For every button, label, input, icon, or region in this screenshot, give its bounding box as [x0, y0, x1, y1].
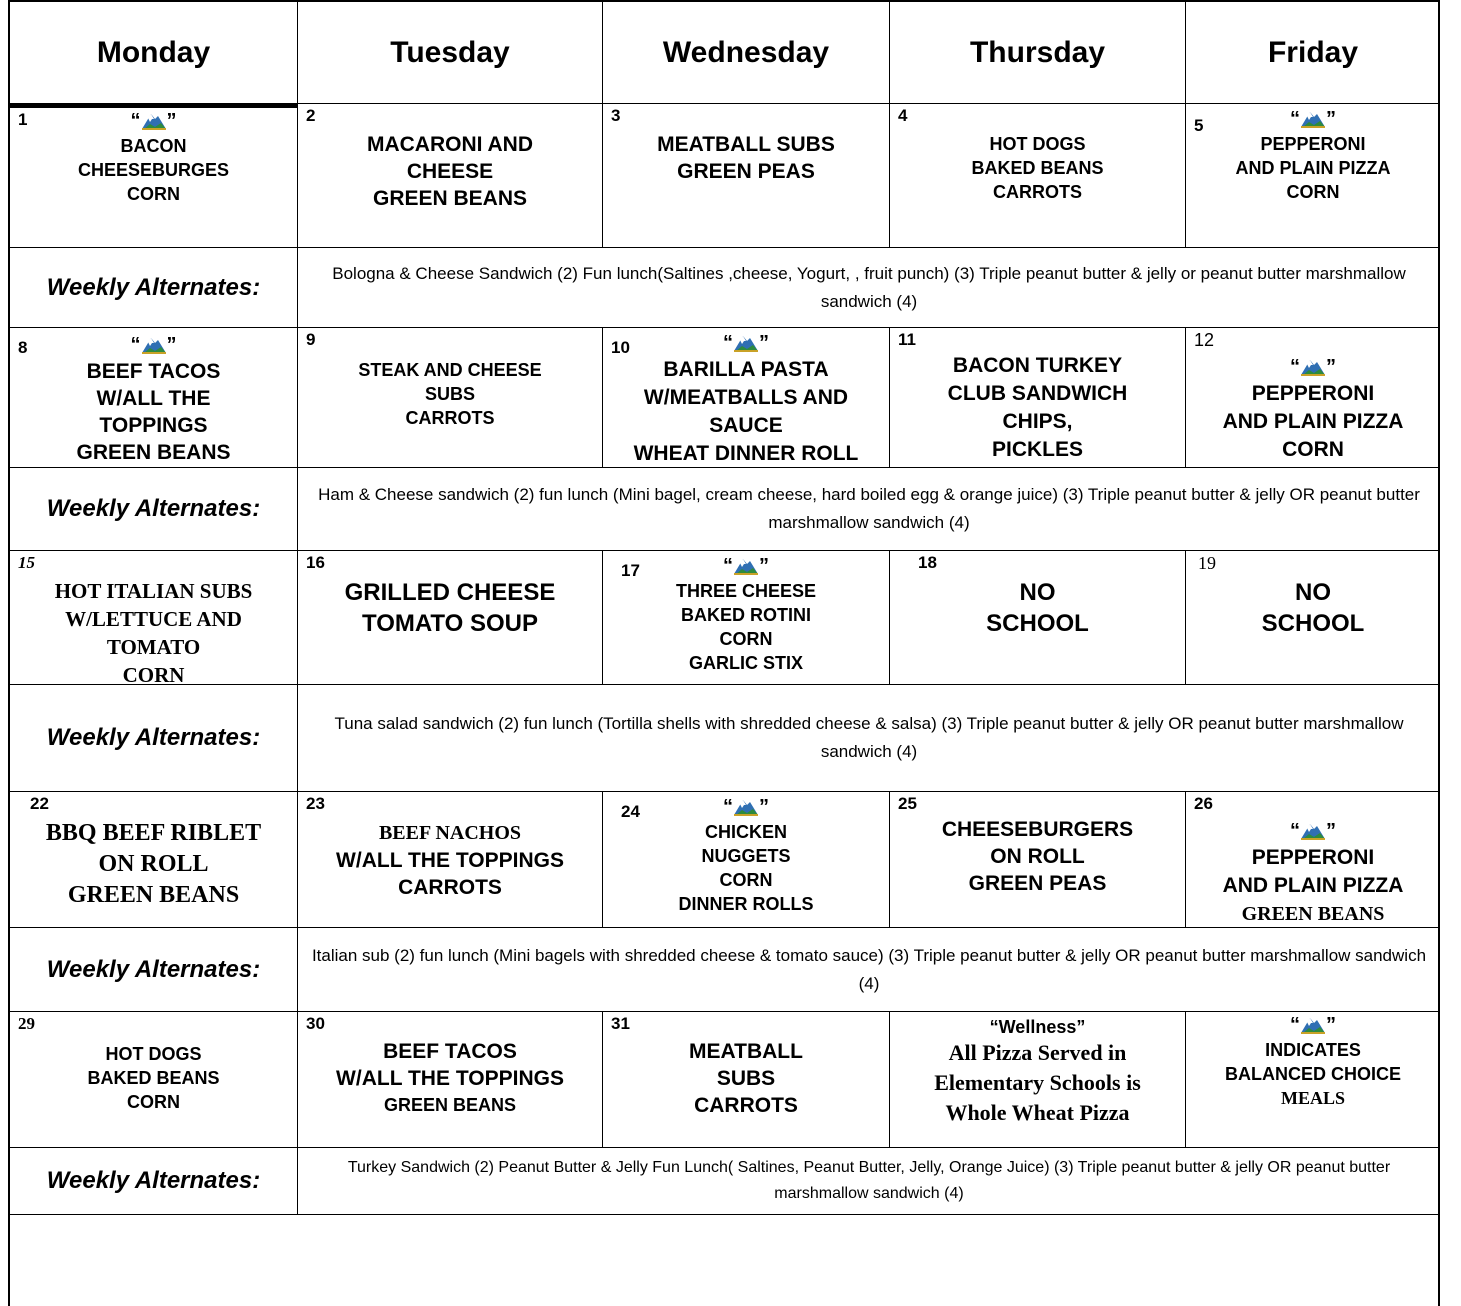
balanced-choice-marker: “ ” — [723, 796, 769, 818]
menu-line: CHICKEN — [704, 822, 787, 842]
menu-line: BACON — [120, 136, 187, 156]
day-number: 3 — [611, 106, 621, 125]
day-number: 29 — [18, 1014, 35, 1033]
menu-line: PICKLES — [991, 438, 1083, 461]
day-number: 11 — [898, 330, 916, 349]
day-cell — [890, 1012, 1186, 1148]
day-cell — [298, 792, 603, 928]
day-number: 2 — [306, 106, 316, 125]
menu-line: SCHOOL — [986, 610, 1089, 637]
menu-line: CHEESEBURGERS — [941, 818, 1134, 841]
menu-line: BARILLA PASTA — [663, 358, 829, 381]
balanced-choice-logo-icon — [733, 555, 759, 577]
day-number: 4 — [898, 106, 908, 125]
menu-line: SCHOOL — [1261, 610, 1365, 637]
menu-line: DINNER ROLLS — [678, 894, 814, 914]
menu-line: SUBS — [424, 384, 475, 404]
weekly-alternates-label: Weekly Alternates: — [10, 928, 298, 1012]
menu-line: GREEN BEANS — [1241, 903, 1385, 925]
day-cell — [1186, 1012, 1440, 1148]
day-number: 15 — [18, 553, 35, 572]
day-cell — [298, 551, 603, 685]
menu-line: W/ALL THE TOPPINGS — [336, 849, 564, 872]
menu-line: GARLIC STIX — [688, 653, 803, 673]
balanced-choice-logo-icon — [1300, 108, 1326, 130]
weekly-alternates-text: Ham & Cheese sandwich (2) fun lunch (Mini bagel, cream cheese, hard boiled egg & orange juice) (3) Triple peanut butter & jelly OR peanut butter marshmallow sandwich (4) — [298, 468, 1440, 551]
day-cell — [10, 792, 298, 928]
menu-line: W/MEATBALLS AND — [643, 386, 849, 409]
menu-line: CARROTS — [993, 182, 1082, 202]
day-number: 8 — [18, 338, 28, 357]
menu-line: GRILLED CHEESE — [344, 579, 556, 606]
menu-line: ON ROLL — [990, 845, 1085, 868]
day-number: 10 — [611, 338, 630, 357]
balanced-choice-marker: “ ” — [1290, 356, 1336, 378]
header-monday: Monday — [10, 2, 298, 104]
menu-line: CORN — [127, 184, 180, 204]
day-cell — [1186, 104, 1440, 248]
day-cell — [298, 1012, 603, 1148]
balanced-choice-logo-icon — [1300, 356, 1326, 378]
day-cell — [1186, 792, 1440, 928]
weekly-alternates-label: Weekly Alternates: — [10, 248, 298, 328]
day-cell — [1186, 328, 1440, 468]
day-cell — [10, 328, 298, 468]
balanced-choice-marker: “ ” — [1290, 820, 1336, 842]
menu-line: MEATBALL SUBS — [657, 133, 835, 156]
menu-line: SUBS — [716, 1067, 776, 1090]
header-tuesday: Tuesday — [298, 2, 603, 104]
balanced-choice-logo-icon — [1300, 1014, 1326, 1036]
weekly-alternates-text: Italian sub (2) fun lunch (Mini bagels with shredded cheese & tomato sauce) (3) Triple peanut butter & jelly OR peanut butter marshmallow sandwich (4) — [298, 928, 1440, 1012]
menu-line: GREEN BEANS — [372, 187, 528, 210]
day-number: 16 — [306, 553, 325, 572]
menu-line: HOT DOGS — [989, 134, 1086, 154]
menu-line: SAUCE — [709, 414, 783, 437]
balanced-choice-logo-icon — [141, 334, 167, 356]
menu-line: STEAK AND CHEESE — [358, 360, 542, 380]
menu-line: GREEN BEANS — [383, 1095, 517, 1115]
balanced-choice-marker: “ ” — [723, 332, 769, 354]
weekly-alternates-label: Weekly Alternates: — [10, 685, 298, 792]
menu-line: TOMATO — [106, 635, 201, 659]
day-cell — [603, 792, 890, 928]
menu-line: W/ALL THE TOPPINGS — [336, 1067, 564, 1090]
header-wednesday: Wednesday — [603, 2, 890, 104]
balanced-choice-logo-icon — [141, 110, 167, 132]
menu-line: PEPPERONI — [1251, 382, 1375, 405]
weekly-alternates-text: Bologna & Cheese Sandwich (2) Fun lunch(Saltines ,cheese, Yogurt, , fruit punch) (3) Triple peanut butter & jelly or peanut butter marshmallow sandwich (4) — [298, 248, 1440, 328]
menu-line: CORN — [719, 629, 773, 649]
weekly-alternates-label: Weekly Alternates: — [10, 1148, 298, 1215]
menu-line: CORN — [1282, 438, 1344, 461]
menu-line: Whole Wheat Pizza — [945, 1100, 1130, 1125]
balanced-choice-logo-icon — [733, 796, 759, 818]
menu-line: GREEN BEANS — [76, 441, 231, 464]
menu-line: CORN — [1286, 182, 1340, 202]
menu-line: GREEN PEAS — [968, 872, 1107, 895]
day-number: 23 — [306, 794, 325, 813]
menu-line: TOPPINGS — [99, 414, 208, 437]
menu-line: CARROTS — [694, 1094, 798, 1117]
menu-line: Elementary Schools is — [934, 1070, 1141, 1095]
header-thursday: Thursday — [890, 2, 1186, 104]
day-number: 1 — [18, 110, 28, 129]
balanced-choice-marker: “ ” — [1290, 1014, 1336, 1036]
menu-line: CLUB SANDWICH — [947, 382, 1128, 405]
day-number: 22 — [30, 794, 49, 813]
day-number: 5 — [1194, 116, 1204, 135]
weekly-alternates-text: Tuna salad sandwich (2) fun lunch (Tortilla shells with shredded cheese & salsa) (3) Triple peanut butter & jelly OR peanut butter marshmallow sandwich (4) — [298, 685, 1440, 792]
menu-line: BEEF NACHOS — [378, 822, 522, 844]
menu-line: BAKED BEANS — [971, 158, 1104, 178]
menu-line: CORN — [719, 870, 773, 890]
menu-line: All Pizza Served in — [948, 1040, 1127, 1065]
menu-line: MEATBALL — [689, 1040, 803, 1063]
balanced-choice-logo-icon — [733, 332, 759, 354]
day-cell — [10, 1012, 298, 1148]
menu-line: NO — [1019, 579, 1056, 606]
day-cell — [1186, 551, 1440, 685]
day-cell — [603, 104, 890, 248]
menu-line: PEPPERONI — [1260, 134, 1366, 154]
menu-line: BAKED BEANS — [87, 1068, 220, 1088]
day-cell — [890, 792, 1186, 928]
day-cell — [10, 104, 298, 248]
day-number: 19 — [1198, 553, 1216, 573]
balanced-choice-marker: “ ” — [130, 110, 177, 132]
menu-line: NUGGETS — [701, 846, 791, 866]
wellness-title: “Wellness” — [989, 1017, 1086, 1037]
menu-line: BBQ BEEF RIBLET — [45, 820, 262, 846]
legend-line: BALANCED CHOICE — [1224, 1064, 1401, 1084]
weekly-alternates-label: Weekly Alternates: — [10, 468, 298, 551]
menu-line: THREE CHEESE — [675, 581, 817, 601]
day-cell — [603, 551, 890, 685]
menu-line: CORN — [127, 1092, 180, 1112]
menu-line: TOMATO SOUP — [361, 610, 538, 637]
day-number: 31 — [611, 1014, 630, 1033]
day-cell — [890, 104, 1186, 248]
day-number: 17 — [621, 561, 640, 580]
menu-line: BEEF TACOS — [383, 1040, 517, 1063]
menu-line: W/ALL THE — [96, 387, 211, 410]
day-cell — [298, 104, 603, 248]
balanced-choice-marker: “ ” — [1290, 108, 1336, 130]
day-number: 12 — [1194, 330, 1215, 350]
balanced-choice-marker: “ ” — [723, 555, 769, 577]
menu-line: HOT DOGS — [105, 1044, 202, 1064]
day-number: 30 — [306, 1014, 325, 1033]
menu-line: ON ROLL — [98, 851, 209, 877]
menu-line: CARROTS — [398, 876, 502, 899]
menu-line: CARROTS — [405, 408, 495, 428]
day-number: 9 — [306, 330, 316, 349]
weekly-alternates-text: Turkey Sandwich (2) Peanut Butter & Jelly Fun Lunch( Saltines, Peanut Butter, Jelly, Orange Juice) (3) Triple peanut butter & jelly OR peanut butter marshmallow sandwich (4) — [298, 1148, 1440, 1215]
menu-line: BAKED ROTINI — [681, 605, 811, 625]
day-cell — [890, 328, 1186, 468]
menu-line: BACON TURKEY — [952, 354, 1123, 377]
menu-line: AND PLAIN PIZZA — [1235, 158, 1391, 178]
balanced-choice-marker: “ ” — [130, 334, 177, 356]
menu-line: NO — [1295, 579, 1331, 606]
menu-line: W/LETTUCE AND — [65, 607, 242, 631]
day-number: 18 — [918, 553, 937, 572]
day-number: 25 — [898, 794, 917, 813]
day-number: 26 — [1194, 794, 1213, 813]
menu-line: HOT ITALIAN SUBS — [54, 579, 253, 603]
header-friday: Friday — [1186, 2, 1440, 104]
legend-line: MEALS — [1280, 1088, 1345, 1108]
lunch-menu-calendar — [8, 0, 1440, 1306]
day-number: 24 — [621, 802, 640, 821]
menu-line: CORN — [122, 663, 185, 685]
menu-line: PEPPERONI — [1251, 846, 1375, 869]
menu-line: GREEN PEAS — [677, 160, 815, 183]
day-cell — [603, 328, 890, 468]
menu-line: GREEN BEANS — [67, 882, 240, 908]
menu-line: CHIPS, — [1002, 410, 1073, 433]
menu-line: MACARONI AND — [366, 133, 534, 156]
day-cell — [298, 328, 603, 468]
menu-line: CHEESE — [406, 160, 494, 183]
balanced-choice-logo-icon — [1300, 820, 1326, 842]
menu-grid — [10, 2, 1440, 1215]
menu-line: CHEESEBURGES — [77, 160, 230, 180]
menu-line: BEEF TACOS — [86, 360, 221, 383]
day-cell — [10, 551, 298, 685]
legend-line: INDICATES — [1265, 1040, 1361, 1060]
menu-line: AND PLAIN PIZZA — [1222, 874, 1404, 897]
day-cell — [890, 551, 1186, 685]
menu-line: AND PLAIN PIZZA — [1222, 410, 1404, 433]
day-cell — [603, 1012, 890, 1148]
menu-line: WHEAT DINNER ROLL — [633, 442, 859, 465]
